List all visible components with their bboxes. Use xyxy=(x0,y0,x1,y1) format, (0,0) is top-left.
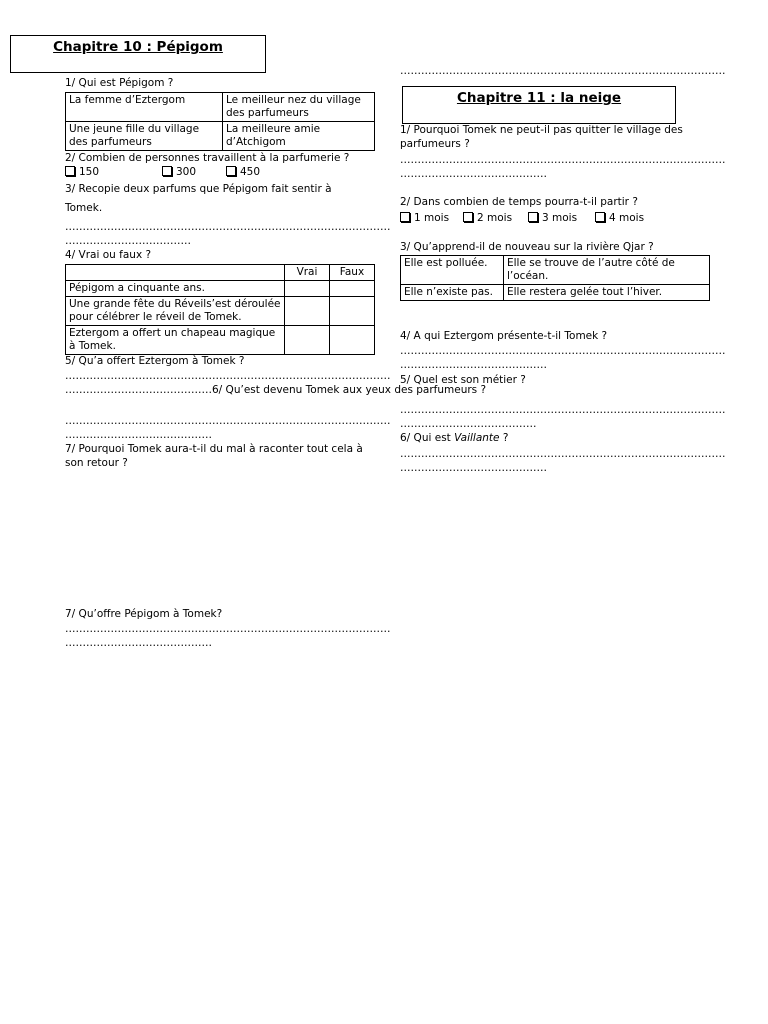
option-label: 150 xyxy=(79,166,100,178)
ch10-question-5: 5/ Qu’a offert Eztergom à Tomek ? xyxy=(65,355,245,367)
answer-line[interactable]: ………………………………………………………………………………… xyxy=(65,415,391,427)
checkbox-icon[interactable] xyxy=(226,166,236,176)
question-suffix: ? xyxy=(499,432,509,444)
ch10-question-7b: 7/ Qu’offre Pépigom à Tomek? xyxy=(65,608,223,620)
table-cell: Elle n’existe pas. xyxy=(401,285,504,301)
ch10-question-4: 4/ Vrai ou faux ? xyxy=(65,249,152,261)
table-cell: Le meilleur nez du village des parfumeurs xyxy=(223,93,375,122)
table-row xyxy=(66,281,375,297)
question-name: Vaillante xyxy=(454,432,500,444)
header-faux: Faux xyxy=(330,265,375,281)
option-label: 4 mois xyxy=(609,212,645,224)
table-row xyxy=(66,93,375,122)
checkbox-icon[interactable] xyxy=(400,212,410,222)
answer-line[interactable]: …………………………………… xyxy=(65,429,212,441)
ch10-question-7: 7/ Pourquoi Tomek aura-t-il du mal à raconter tout cela à son retour ? xyxy=(65,443,363,469)
answer-line[interactable]: …………………………………… xyxy=(65,384,212,396)
ch11-question-3: 3/ Qu’apprend-il de nouveau sur la rivière Qjar ? xyxy=(400,241,654,253)
checkbox-option[interactable] xyxy=(595,211,644,225)
checkbox-option[interactable] xyxy=(226,165,260,179)
table-header-row xyxy=(66,265,375,281)
answer-line[interactable]: ………………………………………………………………………………… xyxy=(400,154,726,166)
question-prefix: 6/ Qui est xyxy=(400,432,455,444)
option-label: 2 mois xyxy=(477,212,513,224)
answer-line[interactable]: …………………………………… xyxy=(400,168,547,180)
table-cell: Elle se trouve de l’autre côté de l’océan. xyxy=(504,256,710,285)
ch10-question-2: 2/ Combien de personnes travaillent à la parfumerie ? xyxy=(65,152,350,164)
chapter-10-title-box xyxy=(10,35,266,73)
option-label: 1 mois xyxy=(414,212,450,224)
checkbox-icon[interactable] xyxy=(162,166,172,176)
table-cell: Elle restera gelée tout l’hiver. xyxy=(504,285,710,301)
option-label: 3 mois xyxy=(542,212,578,224)
table-cell: La femme d’Eztergom xyxy=(66,93,223,122)
answer-line[interactable]: ………………………………………………………………………………… xyxy=(400,345,726,357)
chapter-11-title-box xyxy=(402,86,676,124)
checkbox-icon[interactable] xyxy=(65,166,75,176)
statement-cell: Une grande fête du Réveils’est déroulée pour célébrer le réveil de Tomek. xyxy=(66,297,285,326)
option-label: 450 xyxy=(240,166,261,178)
checkbox-option[interactable] xyxy=(400,211,463,225)
chapter-10-title: Chapitre 10 : Pépigom xyxy=(53,39,223,55)
table-row xyxy=(401,285,710,301)
ch11-question-5: 5/ Quel est son métier ? xyxy=(400,374,526,386)
checkbox-icon[interactable] xyxy=(463,212,473,222)
ch10-q2-options xyxy=(65,165,260,179)
answer-line[interactable]: ………………………………………………………………………………… xyxy=(400,404,726,416)
true-false-table xyxy=(65,264,375,355)
faux-cell[interactable] xyxy=(330,281,375,297)
ch10-question-1: 1/ Qui est Pépigom ? xyxy=(65,77,174,89)
checkbox-option[interactable] xyxy=(162,165,226,179)
answer-line[interactable]: …………………………………… xyxy=(400,462,547,474)
vrai-cell[interactable] xyxy=(285,326,330,355)
ch11-question-2: 2/ Dans combien de temps pourra-t-il partir ? xyxy=(400,196,638,208)
table-row xyxy=(401,256,710,285)
vrai-cell[interactable] xyxy=(285,297,330,326)
faux-cell[interactable] xyxy=(330,297,375,326)
answer-line[interactable]: ………………………………………………………………………………… xyxy=(65,370,391,382)
table-header-cell xyxy=(66,265,285,281)
checkbox-icon[interactable] xyxy=(528,212,538,222)
option-label: 300 xyxy=(176,166,197,178)
ch11-q3-options-table xyxy=(400,255,710,301)
checkbox-option[interactable] xyxy=(65,165,162,179)
ch10-q1-options-table xyxy=(65,92,375,151)
answer-line[interactable]: …………………………………… xyxy=(65,637,212,649)
answer-line[interactable]: ………………………………………………………………………………… xyxy=(400,65,726,77)
table-row xyxy=(66,122,375,151)
answer-line[interactable]: ……………………………… xyxy=(65,235,191,247)
checkbox-option[interactable] xyxy=(463,211,528,225)
ch11-q2-options xyxy=(400,211,644,225)
ch11-question-4: 4/ A qui Eztergom présente-t-il Tomek ? xyxy=(400,330,608,342)
table-cell: Elle est polluée. xyxy=(401,256,504,285)
table-cell: La meilleure amie d’Atchigom xyxy=(223,122,375,151)
vrai-cell[interactable] xyxy=(285,281,330,297)
ch10-question-3: 3/ Recopie deux parfums que Pépigom fait sentir à Tomek. xyxy=(65,183,332,214)
header-vrai: Vrai xyxy=(285,265,330,281)
checkbox-option[interactable] xyxy=(528,211,595,225)
table-row xyxy=(66,297,375,326)
chapter-11-title: Chapitre 11 : la neige xyxy=(456,90,622,106)
answer-line[interactable]: ………………………………… xyxy=(400,418,537,430)
table-cell: Une jeune fille du village des parfumeurs xyxy=(66,122,223,151)
statement-cell: Pépigom a cinquante ans. xyxy=(66,281,285,297)
checkbox-icon[interactable] xyxy=(595,212,605,222)
ch11-question-6 xyxy=(400,431,508,445)
answer-line[interactable]: ………………………………………………………………………………… xyxy=(400,448,726,460)
answer-line[interactable]: …………………………………… xyxy=(400,359,547,371)
answer-line[interactable]: ………………………………………………………………………………… xyxy=(65,221,391,233)
ch10-question-6: 6/ Qu’est devenu Tomek aux yeux des parfumeurs ? xyxy=(212,384,487,396)
table-row xyxy=(66,326,375,355)
answer-line[interactable]: ………………………………………………………………………………… xyxy=(65,623,391,635)
faux-cell[interactable] xyxy=(330,326,375,355)
statement-cell: Eztergom a offert un chapeau magique à Tomek. xyxy=(66,326,285,355)
ch11-question-1: 1/ Pourquoi Tomek ne peut-il pas quitter le village des parfumeurs ? xyxy=(400,124,683,150)
